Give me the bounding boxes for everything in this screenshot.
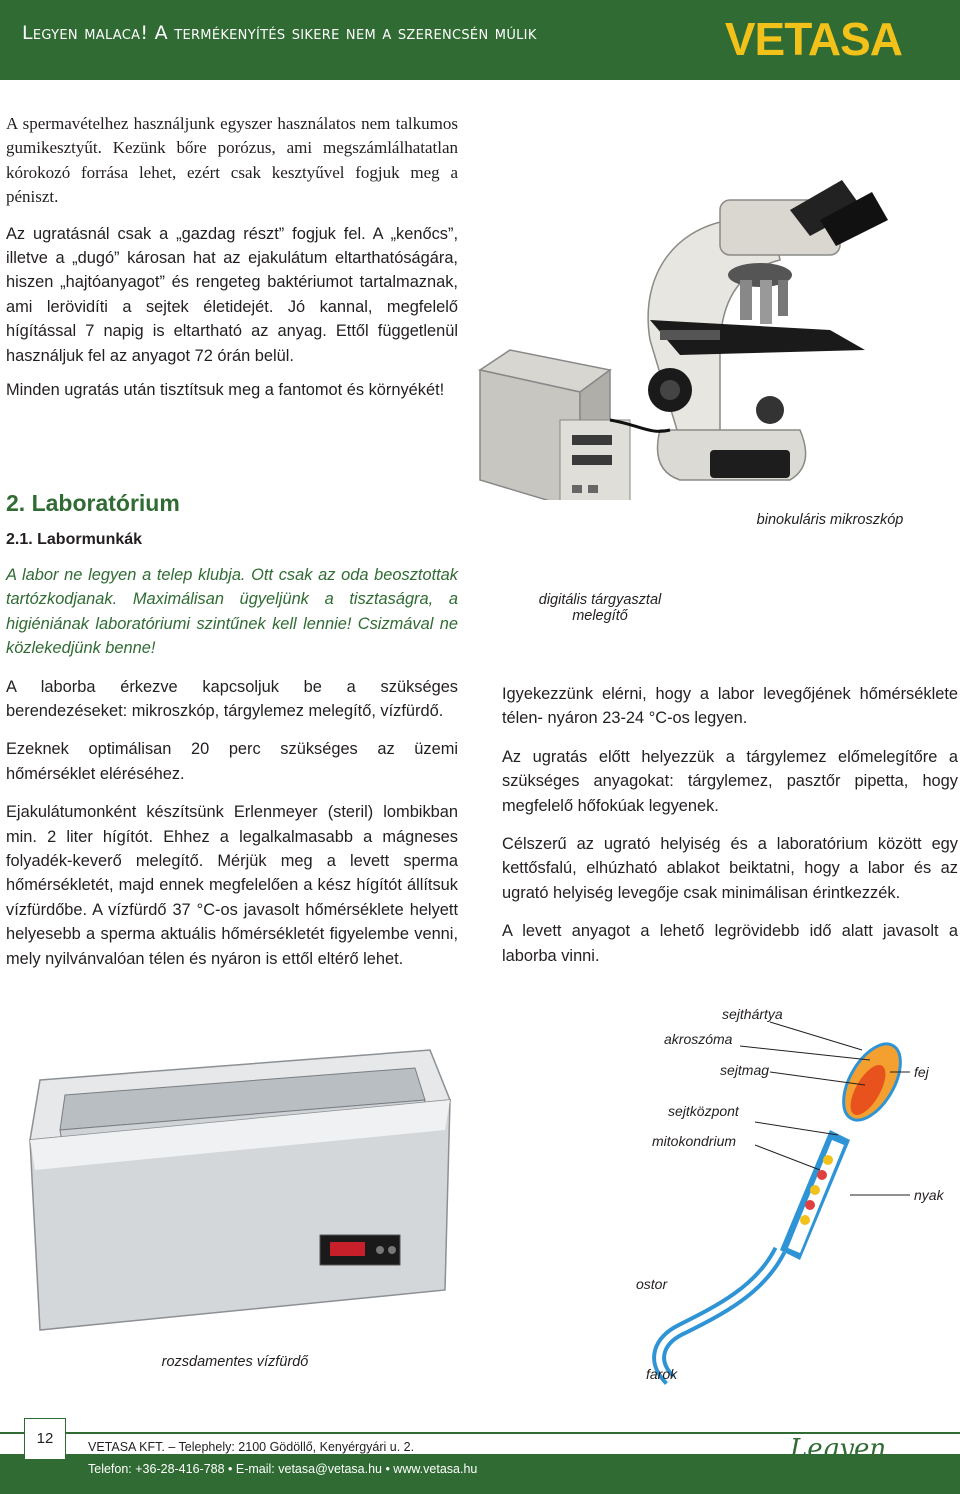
page-header xyxy=(0,0,960,80)
left-column-lab xyxy=(6,490,458,971)
page-number: 12 xyxy=(24,1418,66,1460)
footer-address: VETASA KFT. – Telephely: 2100 Gödöllő, Kenyérgyári u. 2. xyxy=(88,1440,415,1454)
paragraph-gloves: A spermavételhez használjunk egyszer használatos nem talkumos gumikesztyűt. Kezünk bőre porózus, ami megszámlálhatatlan kórokozó forrása lehet, ezért csak kesztyűvel fogjuk meg a péniszt. xyxy=(6,114,458,207)
caption-waterbath: rozsdamentes vízfürdő xyxy=(161,1354,309,1370)
paragraph-transport: A levett anyagot a lehető legrövidebb idő alatt javasolt a laborba vinni. xyxy=(502,922,958,965)
sperm-diagram xyxy=(610,1010,950,1400)
label-sejthartya: sejthártya xyxy=(722,1006,783,1022)
label-mitokondrium: mitokondrium xyxy=(652,1133,737,1149)
label-ostor: ostor xyxy=(636,1276,668,1292)
paragraph-temperature: Igyekezzünk elérni, hogy a labor levegőjének hőmérséklete télen- nyáron 23-24 °C-os legyen. xyxy=(502,685,958,728)
paragraph-warmup: Ezeknek optimálisan 20 perc szükséges az üzemi hőmérséklet eléréséhez. xyxy=(6,740,458,783)
caption-warmer xyxy=(500,592,700,624)
label-nyak: nyak xyxy=(914,1187,944,1203)
caption-warmer-line2: melegítő xyxy=(572,608,628,624)
paragraph-collection: Az ugratásnál csak a „gazdag részt” fogjuk fel. A „kenőcs”, illetve a „dugó” károsan hat az ejakulátum eltarthatóságára, hiszen „hajtóanyagot” és rengeteg baktériumot tartalmaznak, ami lerövidíti a sejtek életidejét. Jó kannal, megfelelő hígítással 7 napig is eltartható az anyag. Ettől függetlenül használjuk fel az anyagot 72 órán belül. xyxy=(6,224,458,365)
label-akroszoma: akroszóma xyxy=(664,1031,733,1047)
vetasa-logo: VETASA xyxy=(724,13,902,65)
paragraph-lab-rules: A labor ne legyen a telep klubja. Ott csak az oda beosztottak tartózkodjanak. Maximálisan ügyeljünk a tisztaságra, a higiéniának laboratóriumi szintűnek kell lennie! Csizmával ne közlekedjünk benne! xyxy=(6,566,458,658)
label-sejtmag: sejtmag xyxy=(720,1062,770,1078)
caption-microscope: binokuláris mikroszkóp xyxy=(756,512,904,528)
paragraph-cleaning: Minden ugratás után tisztítsuk meg a fantomot és környékét! xyxy=(6,381,445,400)
label-fej: fej xyxy=(914,1064,929,1080)
paragraph-window: Célszerű az ugrató helyiség és a laboratórium között egy kettősfalú, elhúzható ablakot beiktatni, hogy a labor és az ugrató helyiség levegője csak minimálisan érintkezzék. xyxy=(502,835,958,902)
label-farok: farok xyxy=(646,1366,678,1382)
paragraph-prewarm: Az ugratás előtt helyezzük a tárgylemez előmelegítőre a szükséges anyagokat: tárgylemez, pasztőr pipetta, hogy megfelelő hőfokúak legyenek. xyxy=(502,747,958,815)
microscope-image xyxy=(470,180,940,500)
label-sejtkozpont: sejtközpont xyxy=(668,1103,739,1119)
header-title: Legyen malaca! A termékenyítés sikere nem a szerencsén múlik xyxy=(22,22,537,44)
water-bath-image xyxy=(20,1040,460,1340)
paragraph-diluent: Ejakulátumonként készítsünk Erlenmeyer (steril) lombikban min. 2 liter hígítót. Ehhez a legalkalmasabb a mágneses folyadék-keverő melegítő. Mérjük meg a levett sperma hőmérsékletét, majd ennek megfelelően a kész hígítót állítsuk vízfürdőbe. A vízfürdő 37 °C-os javasolt hőmérséklete helyett helyesebb a sperma aktuális hőmérsékletét figyelembe venni, mely nyilvánvalóan télen és nyáron is ettől eltérő lehet. xyxy=(6,803,458,968)
section-heading: 2. Laboratórium xyxy=(6,490,180,516)
caption-warmer-line1: digitális tárgyasztal xyxy=(538,592,662,608)
footer-contact: Telefon: +36-28-416-788 • E-mail: vetasa@vetasa.hu • www.vetasa.hu xyxy=(88,1462,478,1476)
subsection-heading: 2.1. Labormunkák xyxy=(6,531,143,548)
left-column-top xyxy=(6,112,458,402)
right-column-text xyxy=(502,682,958,968)
paragraph-equipment: A laborba érkezve kapcsoljuk be a szükséges berendezéseket: mikroszkóp, tárgylemez melegítő, vízfürdő. xyxy=(6,677,458,721)
footer-signature: Legyen malaca! xyxy=(790,1434,895,1494)
